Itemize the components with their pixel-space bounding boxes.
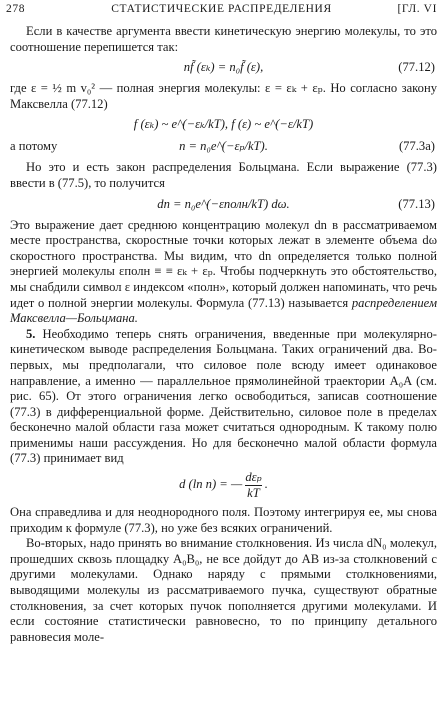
paragraph-6 <box>10 327 437 467</box>
equation-77-3a <box>10 138 437 155</box>
equation-text: f (εₖ) ~ e^(−εₖ/kT), f (ε) ~ e^(−ε/kT) <box>133 117 314 132</box>
paragraph-6-text: Необходимо теперь снять ограничения, введенные при молекулярно-кинетическом выводе распределения Больцмана. Таких ограничений два. Во-первых, мы предполагали, что силовое поле всюду имеет одинаковое направление, а именно — параллельное прямолинейной траектории A₀A (см. рис. 65). От этого ограничения легко освободиться, записав соотношение (77.3) в дифференциальной форме. Действительно, силовое поле в пределах бесконечно малой области газа может считаться однородным. К такому полю применимы наши рассуждения. Но для бесконечно малой области формула (77.3) принимает вид <box>10 326 437 466</box>
paragraph-1: Если в качестве аргумента ввести кинетическую энергию молекулы, то это соотношение перепишется так: <box>10 24 437 54</box>
item-number: 5. <box>26 326 36 341</box>
equation-text: n = n₀e^(−εₚ/kT). <box>179 139 268 154</box>
equation-number: (77.13) <box>398 196 435 211</box>
page-body <box>10 24 437 645</box>
equation-number: (77.12) <box>398 60 435 75</box>
equation-tail: . <box>264 477 268 492</box>
running-header <box>6 3 437 19</box>
paragraph-3: а потому <box>10 139 58 154</box>
equation-77-12 <box>10 59 437 76</box>
running-title: СТАТИСТИЧЕСКИЕ РАСПРЕДЕЛЕНИЯ <box>111 3 332 15</box>
paragraph-4: Но это и есть закон распределения Больцмана. Если выражение (77.3) ввести в (77.5), то получится <box>10 160 437 190</box>
fraction-denominator: kT <box>247 485 260 500</box>
term-maxwell-boltzmann: распределением Максвелла—Больцмана. <box>10 295 437 326</box>
equation-maxwell <box>10 116 437 133</box>
equation-fraction <box>245 471 261 500</box>
paragraph-5-text: Это выражение дает среднюю концентрацию молекул dn в рассматриваемом месте пространства, скоростные точки которых лежат в элементе объема dω скоростного пространства. Мы видим, что dn определяется только полной энергией молекулы εполн ≡ ≡ εₖ + εₚ. Чтобы подчеркнуть это обстоятельство, мы снабдили символ ε индексом «полн», который должен напоминать, что речь идет о полной энергии молекулы. Формула (77.13) называется <box>10 217 437 310</box>
equation-lhs: d (ln n) = — <box>179 477 243 492</box>
paragraph-2: где ε = ½ m v₀² — полная энергия молекулы: ε = εₖ + εₚ. Но согласно закону Максвелла (77.12) <box>10 81 437 111</box>
equation-differential <box>10 469 437 499</box>
page-number: 278 <box>6 3 26 15</box>
equation-77-13 <box>10 196 437 213</box>
equation-text: nf̃ (εₖ) = n₀f̃ (ε), <box>183 60 264 75</box>
equation-number: (77.3а) <box>398 139 435 154</box>
paragraph-7: Она справедлива и для неоднородного поля. Поэтому интегрируя ее, мы снова приходим к формуле (77.3), но уже без всяких ограничений. <box>10 505 437 535</box>
chapter-marker: [ГЛ. VI <box>397 3 437 15</box>
paragraph-5 <box>10 218 437 327</box>
fraction-numerator: dεₚ <box>245 469 262 484</box>
paragraph-8: Во-вторых, надо принять во внимание столкновения. Из числа dN₀ молекул, прошедших сквозь площадку A₀B₀, не все дойдут до AB из-за столкновений с другими молекулами. Однако наряду с прямыми столкновениями, выводящими молекулы из рассматриваемого пучка, существуют обратные столкновения, за счет которых пучок пополняется другими молекулами. И если состояние статистически равновесно, то по принципу детального равновесия моле- <box>10 536 437 644</box>
equation-text: dn = n₀e^(−εполн/kT) dω. <box>157 196 290 211</box>
